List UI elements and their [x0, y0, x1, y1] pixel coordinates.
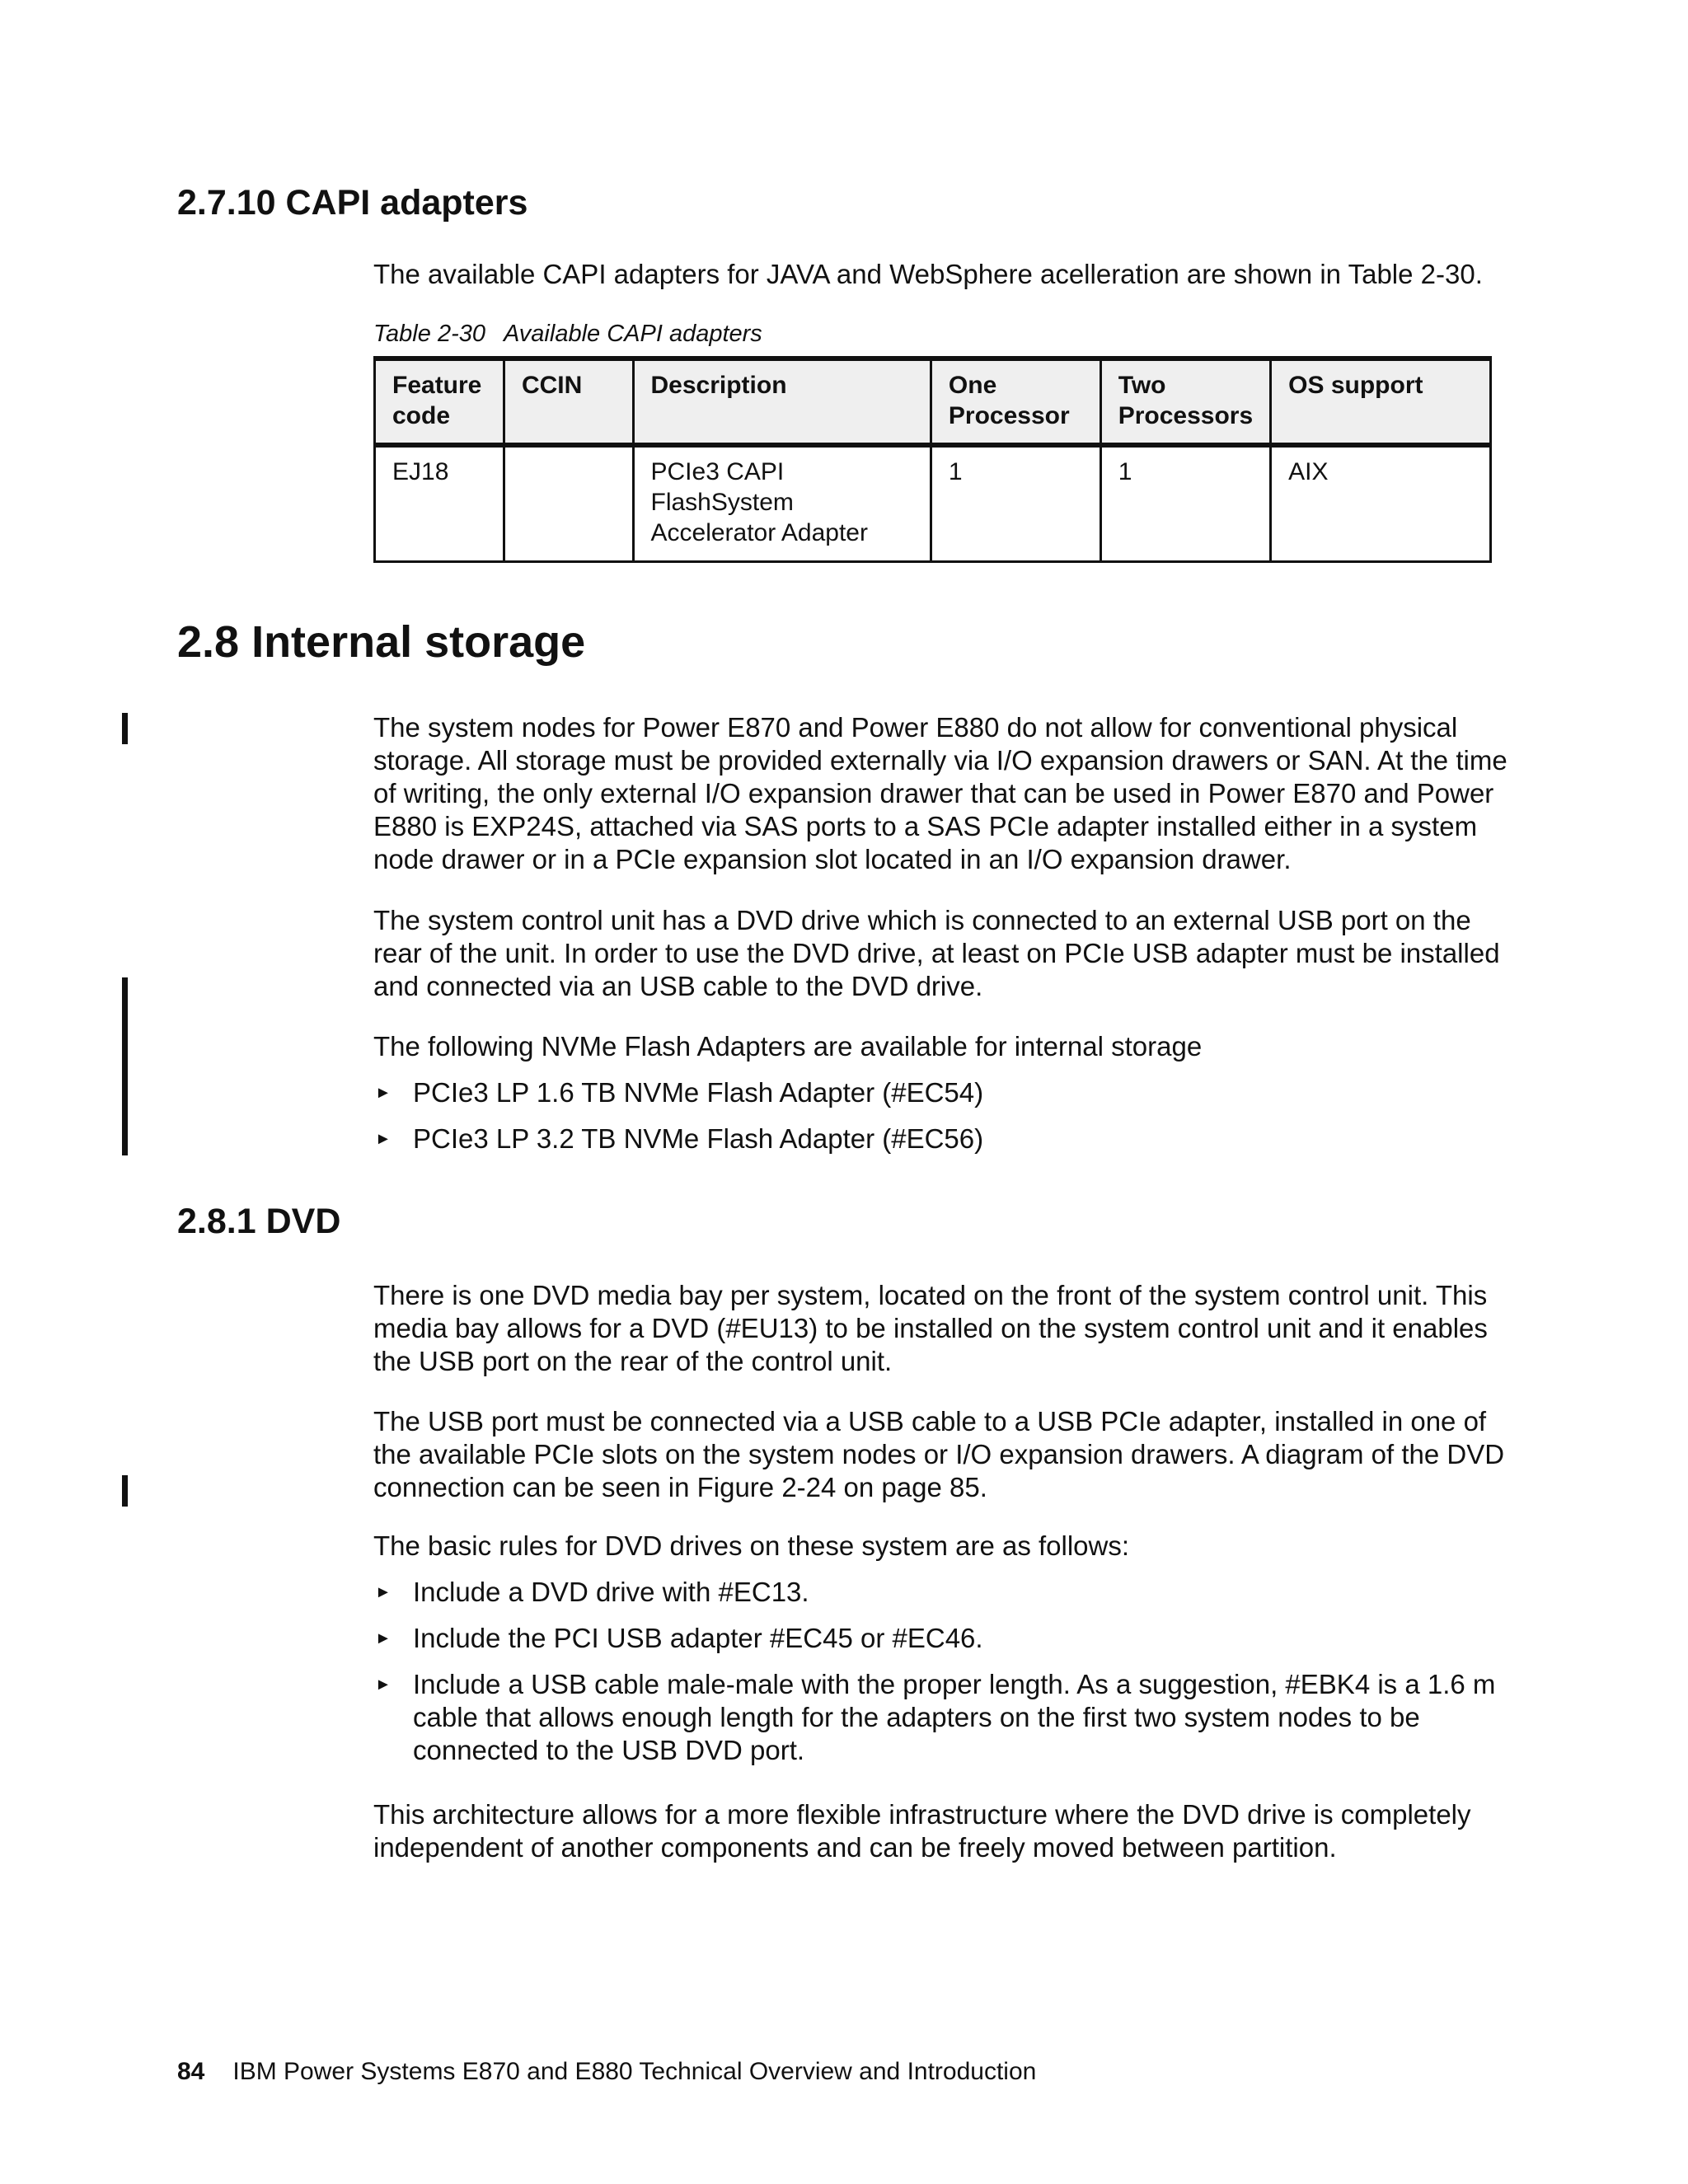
nvme-adapter-list — [373, 1076, 1511, 1169]
dvd-rules-list — [373, 1576, 1511, 1780]
section-heading-internal-storage: 2.8 Internal storage — [177, 617, 586, 667]
table-header-row — [375, 359, 1491, 445]
bullet-arrow-icon: ► — [375, 1629, 392, 1647]
column-header-ccin: CCIN — [504, 359, 633, 445]
cell-os-support: AIX — [1271, 445, 1491, 562]
cell-two-processors: 1 — [1100, 445, 1270, 562]
bullet-arrow-icon: ► — [375, 1130, 392, 1148]
capi-adapters-table — [373, 356, 1492, 563]
change-bar — [122, 1475, 128, 1507]
change-bar — [122, 977, 128, 1155]
column-header-description: Description — [633, 359, 931, 445]
page-footer — [177, 2057, 1036, 2087]
column-header-feature-code: Feature code — [375, 359, 504, 445]
list-item: ► Include a DVD drive with #EC13. — [375, 1577, 809, 1607]
table-caption — [373, 319, 762, 349]
dvd-paragraph-3: The basic rules for DVD drives on these system are as follows: — [373, 1530, 1130, 1561]
bullet-arrow-icon: ► — [375, 1583, 392, 1601]
column-header-two-processors: Two Processors — [1100, 359, 1270, 445]
table-caption-title: Available CAPI adapters — [503, 321, 762, 347]
capi-intro-paragraph: The available CAPI adapters for JAVA and WebSphere acelleration are shown in Table 2-30. — [373, 259, 1483, 289]
change-bar — [122, 713, 128, 744]
list-item: ► PCIe3 LP 3.2 TB NVMe Flash Adapter (#EC56) — [375, 1123, 984, 1154]
bullet-arrow-icon: ► — [375, 1675, 392, 1694]
column-header-one-processor: One Processor — [931, 359, 1100, 445]
table-caption-label: Table 2-30 — [373, 321, 485, 347]
table-row — [375, 445, 1491, 562]
cell-description: PCIe3 CAPI FlashSystem Accelerator Adapter — [633, 445, 931, 562]
dvd-paragraph-2: The USB port must be connected via a USB cable to a USB PCIe adapter, installed in one of the available PCIe slots on the system nodes or I/O expansion drawers. A diagram of the DVD connection can be seen in Figure 2-24 on page 85. — [373, 1406, 1505, 1502]
section-heading-capi-adapters: 2.7.10 CAPI adapters — [177, 183, 528, 223]
cell-one-processor: 1 — [931, 445, 1100, 562]
list-item: ► Include a USB cable male-male with the proper length. As a suggestion, #EBK4 is a 1.6 m cable that allows enough length for the adapters on the first two system nodes to be connected to the USB DVD port. — [375, 1669, 1496, 1765]
section-heading-dvd: 2.8.1 DVD — [177, 1202, 341, 1241]
internal-storage-paragraph-1: The system nodes for Power E870 and Power E880 do not allow for conventional physical storage. All storage must be provided externally via I/O expansion drawers or SAN. At the time of writing, the only external I/O expansion drawer that can be used in Power E870 and Power E880 is EXP24S, attached via SAS ports to a SAS PCIe adapter installed either in a system node drawer or in a PCIe expansion slot located in an I/O expansion drawer. — [373, 712, 1507, 874]
list-item: ► PCIe3 LP 1.6 TB NVMe Flash Adapter (#EC54) — [375, 1077, 984, 1108]
cell-ccin — [504, 445, 633, 562]
bullet-arrow-icon: ► — [375, 1084, 392, 1102]
page-number: 84 — [177, 2058, 205, 2085]
column-header-os-support: OS support — [1271, 359, 1491, 445]
internal-storage-paragraph-3: The following NVMe Flash Adapters are available for internal storage — [373, 1031, 1203, 1062]
list-item: ► Include the PCI USB adapter #EC45 or #EC46. — [375, 1623, 983, 1653]
dvd-paragraph-4: This architecture allows for a more flexible infrastructure where the DVD drive is completely independent of another components and can be freely moved between partition. — [373, 1799, 1471, 1863]
dvd-paragraph-1: There is one DVD media bay per system, located on the front of the system control unit. This media bay allows for a DVD (#EU13) to be installed on the system control unit and it enables the USB port on the rear of the control unit. — [373, 1280, 1488, 1376]
book-title: IBM Power Systems E870 and E880 Technical Overview and Introduction — [232, 2058, 1037, 2085]
cell-feature-code: EJ18 — [375, 445, 504, 562]
internal-storage-paragraph-2: The system control unit has a DVD drive which is connected to an external USB port on the rear of the unit. In order to use the DVD drive, at least on PCIe USB adapter must be installed and connected via an USB cable to the DVD drive. — [373, 905, 1500, 1001]
